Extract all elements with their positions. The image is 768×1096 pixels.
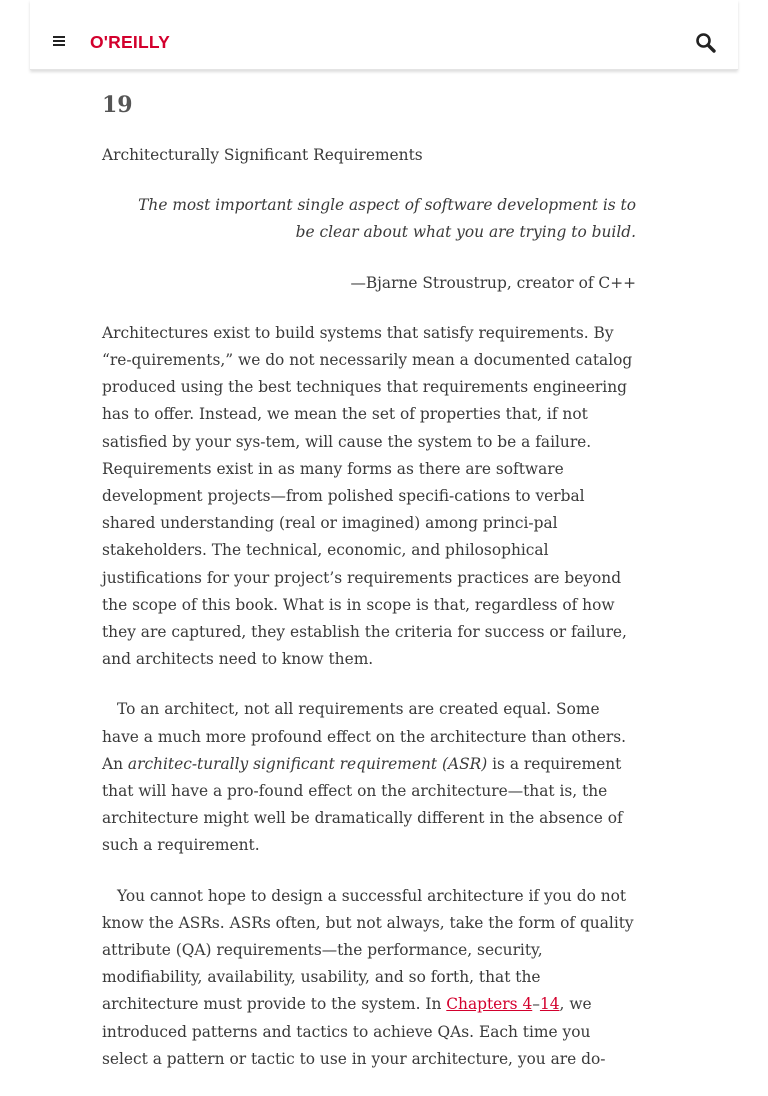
epigraph-quote: The most important single aspect of software development is to be clear about what you are trying to build. — [138, 196, 636, 242]
oreilly-logo[interactable]: O'REILLY — [90, 32, 170, 52]
paragraph-text: , we introduced patterns and tactics to achieve QAs. Each time you select a pattern or tactic to use in your architecture, you are do- — [102, 995, 606, 1068]
book-content — [102, 90, 636, 1096]
asr-term: architec-turally significant requirement (ASR) — [127, 754, 488, 773]
paragraph-text: You cannot hope to design a successful architecture if you do not know the ASRs. ASRs often, but not always, take the form of quality attribute (QA) requirements—the performance, security, modifiability, availability, usability, and so forth, that the architecture must provide to the system. In — [102, 886, 634, 1014]
hamburger-menu-icon[interactable] — [51, 34, 67, 48]
chapter-14-link[interactable]: 14 — [539, 995, 560, 1014]
paragraph-text: To an architect, not all requirements are created equal. Some have a much more profound effect on the architecture than others. An — [102, 700, 627, 773]
chapters-4-link[interactable]: Chapters 4 — [446, 995, 533, 1014]
paragraph-text: is a requirement that will have a pro-found effect on the architecture—that is, the architecture might well be dramatically different in the absence of such a requirement. — [102, 754, 623, 855]
range-dash: – — [532, 995, 540, 1014]
search-icon[interactable] — [694, 31, 718, 55]
chapter-number: 19 — [102, 92, 133, 118]
chapter-title: Architecturally Significant Requirements — [102, 146, 423, 164]
body-paragraph-3 — [102, 883, 636, 1073]
body-paragraph-2 — [102, 696, 636, 859]
body-paragraph-1: Architectures exist to build systems that satisfy requirements. By “re-quirements,” we do not necessarily mean a documented catalog produced using the best techniques that requirements engineering has to offer. Instead, we mean the set of properties that, if not satisfied by your sys-tem, will cause the system to be a failure. Requirements exist in as many forms as there are software development projects—from polished specifi-cations to verbal shared understanding (real or imagined) among princi-pal stakeholders. The technical, economic, and philosophical justifications for your project’s requirements practices are beyond the scope of this book. What is in scope is that, regardless of how they are captured, they establish the criteria for success or failure, and architects need to know them. — [102, 323, 633, 669]
epigraph-attribution: —Bjarne Stroustrup, creator of C++ — [350, 273, 636, 292]
